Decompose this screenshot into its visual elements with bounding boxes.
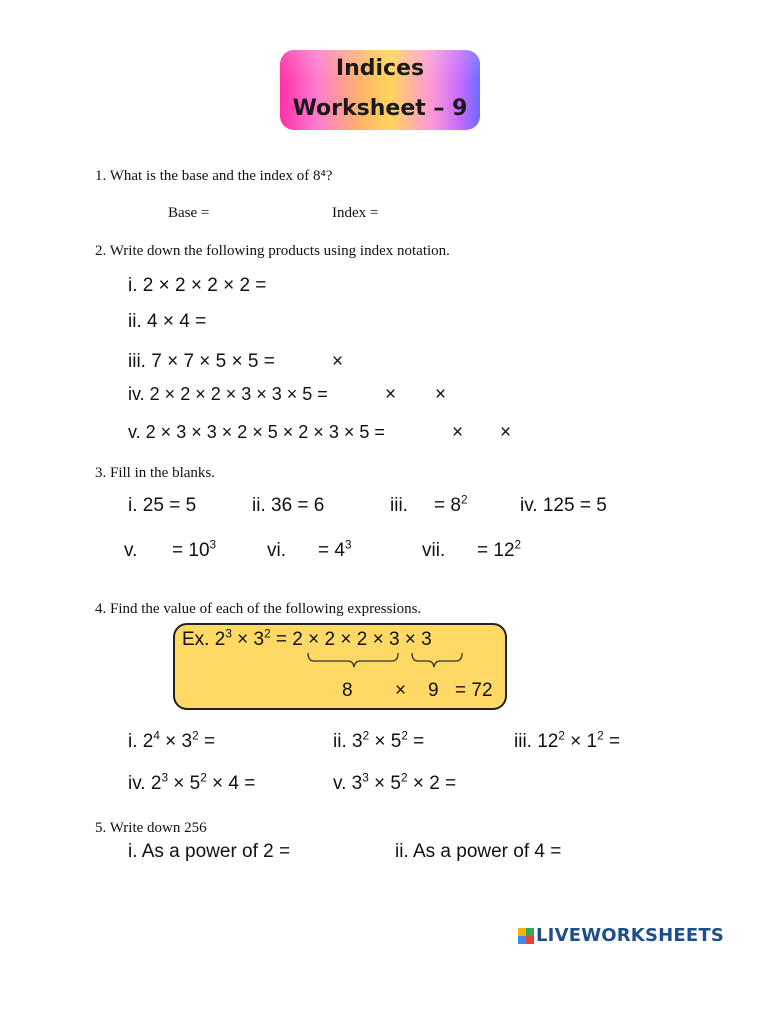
example-result-9: 9 [428, 680, 439, 701]
q2-v-times-2: × [500, 422, 512, 443]
base-label: Base = [168, 205, 210, 221]
grouping-braces [175, 651, 505, 681]
q5-item-ii: ii. As a power of 4 = [395, 841, 562, 862]
q2-item-i: i. 2 × 2 × 2 × 2 = [128, 275, 267, 296]
liveworksheets-logo-icon [518, 928, 534, 944]
q3-item-v-eq: = $10^3$ [172, 538, 217, 561]
q3-item-vi-eq: = $4^3$ [318, 538, 352, 561]
q3-item-i: i. 25 = 5 [128, 495, 197, 516]
example-box [173, 623, 507, 710]
q3-item-vi-label: vi. [267, 540, 286, 561]
q3-item-v-label: v. [124, 540, 138, 561]
title-line-2: Worksheet – 9 [292, 96, 468, 121]
question-3-prompt: 3. Fill in the blanks. [95, 465, 215, 481]
title-line-1: Indices [335, 56, 425, 81]
question-5-prompt: 5. Write down 256 [95, 820, 207, 836]
q4-item-iii: iii. $12^2 \times 1^2$ = [514, 729, 621, 752]
q2-v-times-1: × [452, 422, 464, 443]
example-result-times: × [395, 680, 407, 701]
example-result-value: = 72 [455, 680, 493, 701]
q2-iv-times-1: × [385, 384, 397, 405]
question-4-prompt: 4. Find the value of each of the following expressions. [95, 601, 422, 617]
liveworksheets-brand-text: LIVEWORKSHEETS [536, 925, 725, 946]
q2-iii-times: × [332, 351, 344, 372]
q2-iv-times-2: × [435, 384, 447, 405]
q4-item-i: i. $2^4 \times 3^2$ = [128, 729, 216, 752]
q3-item-vii-eq: = $12^2$ [477, 538, 522, 561]
question-1-prompt: 1. What is the base and the index of 8⁴? [95, 168, 333, 184]
q2-item-iii: iii. 7 × 7 × 5 × 5 = [128, 351, 275, 372]
q3-item-iii-label: iii. [390, 495, 408, 516]
q4-item-iv: iv. $2^3 \times 5^2 \times 4$ = [128, 771, 256, 794]
q2-item-v: v. 2 × 3 × 3 × 2 × 5 × 2 × 3 × 5 = [128, 422, 385, 442]
q4-item-v: v. $3^3 \times 5^2 \times 2$ = [333, 771, 457, 794]
q2-item-iv: iv. 2 × 2 × 2 × 3 × 3 × 5 = [128, 384, 328, 404]
index-label: Index = [332, 205, 379, 221]
example-result-8: 8 [342, 680, 353, 701]
q3-item-iii-eq: = $8^2$ [434, 493, 468, 516]
q3-item-ii: ii. 36 = 6 [252, 495, 325, 516]
q4-item-ii: ii. $3^2 \times 5^2$ = [333, 729, 425, 752]
q3-item-vii-label: vii. [422, 540, 446, 561]
question-2-prompt: 2. Write down the following products using index notation. [95, 243, 450, 259]
q3-item-iv: iv. 125 = 5 [520, 495, 607, 516]
example-expression: Ex. $2^3 \times 3^2 = 2 \times 2 \times 2 \times 3 \times 3$ [182, 627, 432, 650]
q5-item-i: i. As a power of 2 = [128, 841, 291, 862]
worksheet-title-banner [280, 50, 480, 130]
q2-item-ii: ii. 4 × 4 = [128, 311, 207, 332]
liveworksheets-logo [518, 925, 724, 946]
